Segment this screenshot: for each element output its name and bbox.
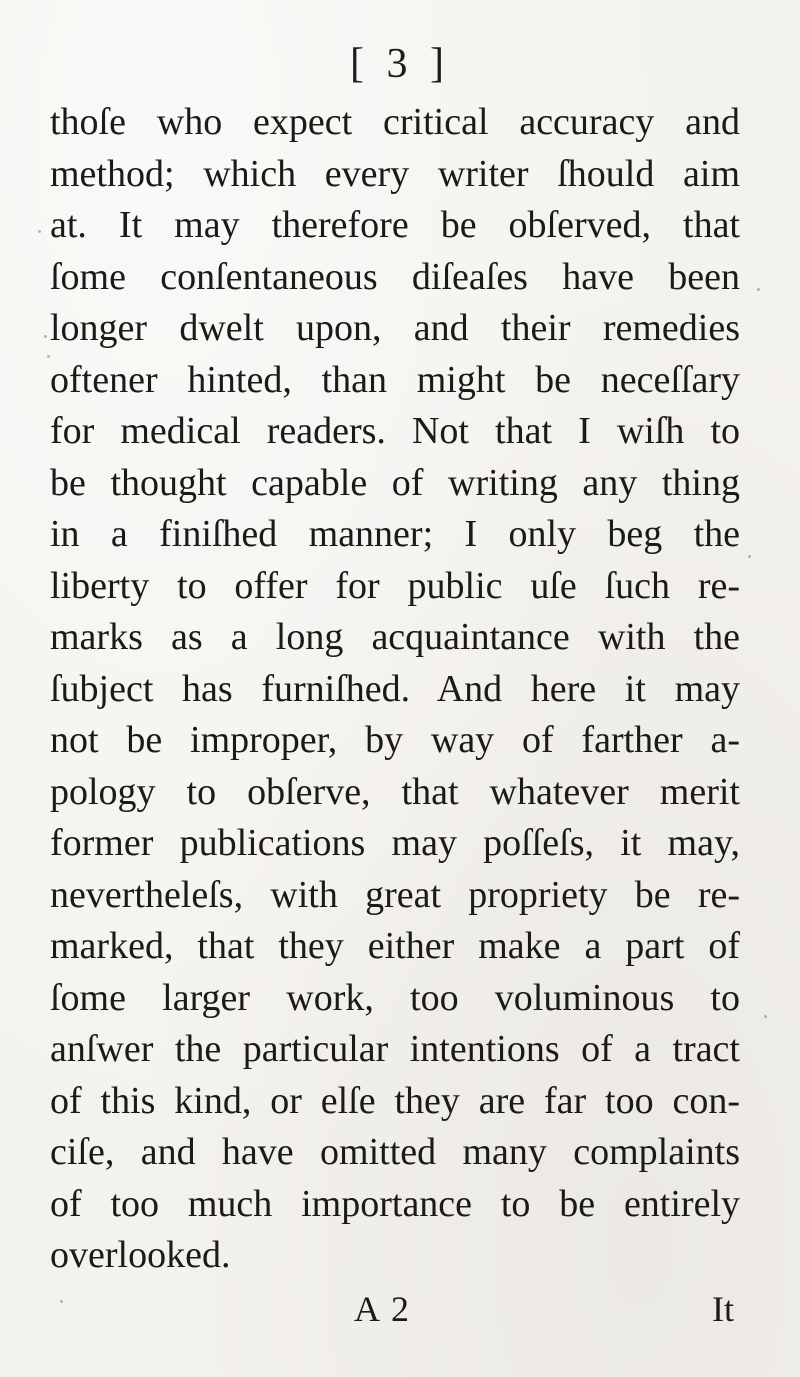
catchword: It — [712, 1289, 734, 1329]
paper-speck — [757, 288, 760, 291]
paper-speck — [44, 335, 47, 338]
text-line: pology to obſerve, that whatever merit — [50, 770, 740, 813]
text-line: liberty to offer for public uſe ſuch re- — [50, 564, 740, 607]
paper-speck — [60, 1300, 63, 1303]
text-line: not be improper, by way of farther a- — [50, 719, 740, 761]
signature-mark: A 2 — [354, 1289, 412, 1329]
text-line: marked, that they either make a part of — [50, 925, 740, 967]
body-text — [50, 97, 740, 1282]
text-line: marks as a long acquaintance with the — [50, 616, 740, 658]
text-line: at. It may therefore be obſerved, that — [50, 204, 740, 246]
text-line: be thought capable of writing any thing — [50, 461, 740, 504]
text-line: overlooked. — [50, 1234, 231, 1276]
text-line: of this kind, or elſe they are far too con- — [50, 1079, 740, 1122]
text-line: for medical readers. Not that I wiſh to — [50, 410, 740, 452]
text-line: longer dwelt upon, and their remedies — [50, 307, 740, 349]
text-line: anſwer the particular intentions of a tract — [50, 1028, 740, 1070]
text-line: of too much importance to be entirely — [50, 1182, 740, 1225]
text-line: ſome larger work, too voluminous to — [50, 976, 740, 1019]
text-line: nevertheleſs, with great propriety be re- — [50, 873, 740, 916]
paper-speck — [38, 230, 41, 233]
text-line: former publications may poſſeſs, it may, — [50, 822, 740, 864]
text-line: ſubject has furniſhed. And here it may — [50, 667, 740, 710]
text-line: oftener hinted, than might be neceſſary — [50, 358, 740, 401]
text-line: in a finiſhed manner; I only beg the — [50, 513, 740, 555]
text-line: method; which every writer ſhould aim — [50, 152, 740, 195]
paper-speck — [748, 555, 751, 558]
paper-speck — [764, 1015, 767, 1018]
text-line: thoſe who expect critical accuracy and — [50, 101, 740, 143]
paper-speck — [47, 355, 50, 358]
page-number-header: [ 3 ] — [350, 41, 450, 87]
text-line: ſome conſentaneous diſeaſes have been — [50, 255, 740, 298]
page-footer — [0, 1288, 800, 1338]
text-line: ciſe, and have omitted many complaints — [50, 1131, 740, 1173]
